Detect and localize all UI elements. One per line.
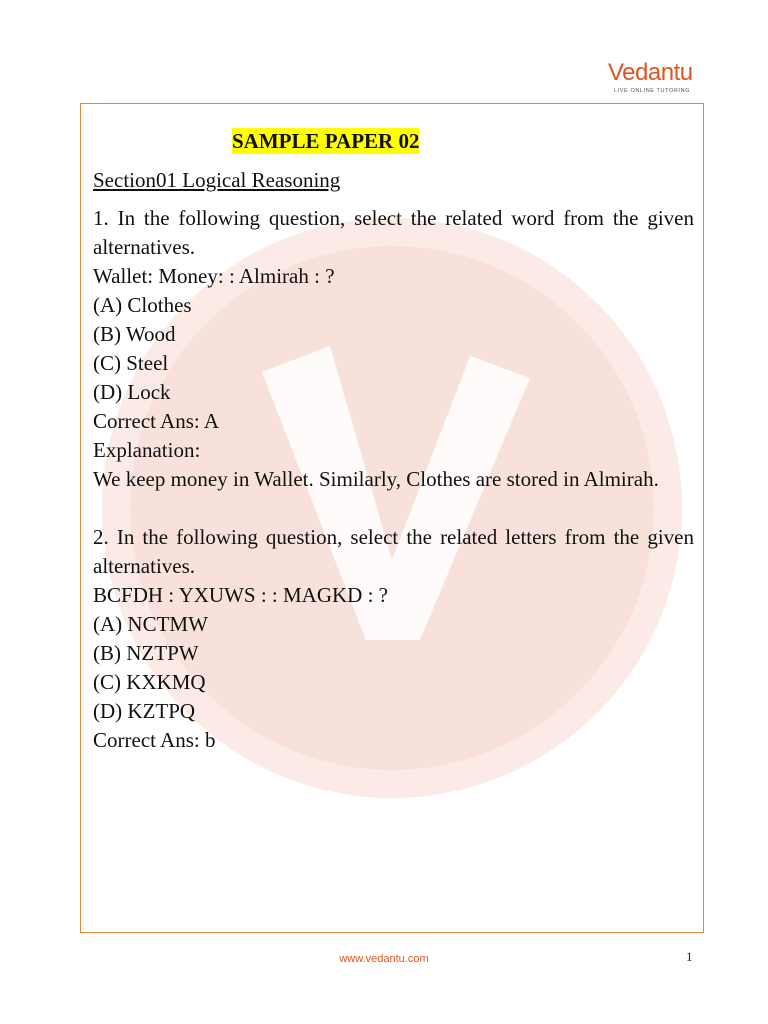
option-a: (A) NCTMW <box>93 612 208 636</box>
option-a: (A) Clothes <box>93 293 192 317</box>
option-c: (C) KXKMQ <box>93 670 206 694</box>
option-d: (D) KZTPQ <box>93 699 196 723</box>
correct-answer: Correct Ans: b <box>93 728 216 752</box>
page-number: 1 <box>686 949 693 964</box>
logo-wordmark: Vedantu <box>608 59 693 86</box>
explanation-text: We keep money in Wallet. Similarly, Clothes are stored in Almirah. <box>93 467 659 491</box>
title-row <box>93 127 694 156</box>
question-prompt: Wallet: Money: : Almirah : ? <box>93 264 335 288</box>
option-d: (D) Lock <box>93 380 171 404</box>
paper-content <box>93 127 694 755</box>
option-b: (B) Wood <box>93 322 176 346</box>
paper-title: SAMPLE PAPER 02 <box>232 129 420 153</box>
footer-website-link[interactable]: www.vedantu.com <box>339 953 429 965</box>
question-2 <box>93 523 694 755</box>
question-stem: 1. In the following question, select the related word from the given alternatives. <box>93 206 694 259</box>
question-1 <box>93 204 694 494</box>
spacer <box>93 494 694 523</box>
correct-answer: Correct Ans: A <box>93 409 219 433</box>
section-heading: Section01 Logical Reasoning <box>93 168 341 192</box>
question-stem: 2. In the following question, select the related letters from the given alternatives. <box>93 525 694 578</box>
option-b: (B) NZTPW <box>93 641 199 665</box>
logo-tagline: LIVE ONLINE TUTORING <box>614 88 690 94</box>
vedantu-logo <box>608 58 702 98</box>
question-prompt: BCFDH : YXUWS : : MAGKD : ? <box>93 583 388 607</box>
option-c: (C) Steel <box>93 351 169 375</box>
explanation-label: Explanation: <box>93 438 201 462</box>
